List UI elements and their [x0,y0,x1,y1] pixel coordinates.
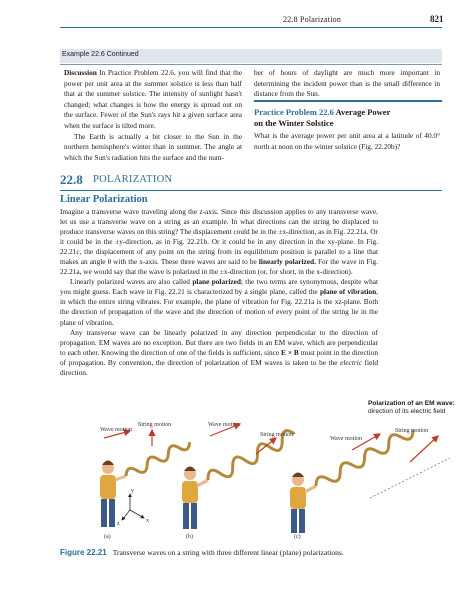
example-label: Example 22.6 Continued [62,51,139,58]
section-title: POLARIZATION [93,174,173,185]
margin-note-text: direction of its electric field [368,408,446,415]
body-p3-mid: must point in the direction of propagation. By convention, the direction of polarization of EM waves is taken to be the [60,347,378,367]
body-paragraph-1 [60,207,378,277]
page-number: 821 [430,14,444,24]
figure-number: Figure 22.21 [60,548,107,557]
person-c [290,473,316,534]
person-b [182,467,208,530]
example-right-column [254,68,440,100]
subheading: Linear Polarization [60,194,148,205]
body-paragraph-2 [60,277,378,327]
body-p1-end: For the wave in Fig. 22.21a, we would say that the wave is polarized in the ±x-direction (or, for short, in the x-direction). [60,257,379,277]
label-string-motion-a: String motion [138,422,172,428]
axis-label-y: y [131,488,134,494]
section-rule [60,190,442,191]
practice-problem-subtitle: on the Winter Solstice [254,118,334,128]
discussion-continuation: ber of hours of daylight are much more important in determining the incident power than is the small difference in distance from the Sun. [254,68,440,99]
cross-product: E × B [281,347,299,357]
body-p3-start: Any transverse wave can be linearly polarized in any direction perpendicular to the direction of propagation. EM waves are no exception. But there are two fields in an EM wave, which are perpendicular to each other. Knowing the direction of one of the fields is sufficient, since [60,327,378,357]
label-wave-motion-a: Wave motion [100,427,133,433]
margin-note-title: Polarization of an EM wave: [368,400,455,407]
body-paragraph-3 [60,328,378,378]
reference-line-c [370,458,450,498]
section-number: 22.8 [60,172,83,187]
body-p2-end: , in which the entire string vibrates. For example, the plane of vibration for Fig. 22.21a is the xz-plane. Both the direction of propagation of the wave and the direction of motion of every point of the string lie in the plane of vibration. [60,287,379,327]
discussion-paragraph-2: The Earth is actually a bit closer to the Sun in the northern hemisphere's winter than in summer. The angle at which the Sun's radiation hits the surface and the num- [64,131,242,162]
person-a [100,461,126,528]
term-plane-polarized: plane polarized [192,277,241,287]
term-linearly-polarized: linearly polarized. [258,257,316,267]
body-p1-text: Imagine a transverse wave traveling along the z-axis. Since this discussion applies to any transverse wave, let us use a transverse wave on a string as an example. In what directions can the string be displaced to produce transverse waves on this string? The displacement could be in the ±x-direction, as in Fig. 22.21a. Or it could be in the ±y-direction, as in Fig. 22.21b. Or it could be in any direction in the xy-plane. In Fig. 22.21c, the displacement of any point on the string from its equilibrium position is parallel to a line that makes an angle θ with the x-axis. These three waves are said to be [60,207,378,267]
practice-problem-subtitle-inline: Average Power [335,107,391,117]
label-string-motion-c: String motion [395,428,429,434]
label-wave-motion-c: Wave motion [330,436,363,442]
figure-caption [60,548,344,557]
discussion-paragraph [64,68,242,132]
axes-icon [117,488,149,527]
practice-problem-title [254,107,390,129]
panel-label-c: (c) [294,534,301,540]
string-wave-c [313,425,416,491]
string-wave-a [124,438,192,481]
axis-label-x: x [146,518,149,524]
body-p2-start: Linearly polarized waves are also called [70,277,190,287]
string-motion-arrow-c [410,436,438,462]
body-p3-em: electric [340,357,363,367]
body-p3-end: field direction. [60,357,378,377]
margin-note [368,400,468,416]
body-p2-mid: ; the two terms are synonymous, despite what you might guess. Each wave in Fig. 22.21 is characterized by a single plane, called the [60,277,378,297]
label-wave-motion-b: Wave motion [208,422,241,428]
discussion-text: In Practice Problem 22.6, you will find that the power per unit area at the summer solstice is less than half that at the summer solstice. The intensity of sunlight hasn't changed; what changes is how the energy is spread out on the surface. Fewer of the Sun's rays hit a given surface area when the surface is tilted more. [64,68,242,130]
example-left-column [64,68,242,163]
term-plane-of-vibration: plane of vibration [319,287,377,297]
running-header-section: 22.8 Polarization [283,15,342,24]
discussion-lead: Discussion [64,68,97,77]
figure-caption-text: Transverse waves on a string with three different linear (plane) polarizations. [112,548,344,557]
label-string-motion-b: String motion [260,432,294,438]
example-rule [60,64,442,65]
practice-problem-rule [254,100,442,102]
header-rule [60,27,442,28]
figure-22-21 [90,422,470,540]
axis-label-z: z [117,521,120,527]
practice-problem-text: What is the average power per unit area at a latitude of 40.0° north at noon on the winter solstice (Fig. 22.20b)? [254,131,440,151]
practice-problem-number: Practice Problem 22.6 [254,107,334,117]
panel-label-a: (a) [104,534,111,540]
body-text [60,207,378,378]
panel-label-b: (b) [186,534,193,540]
